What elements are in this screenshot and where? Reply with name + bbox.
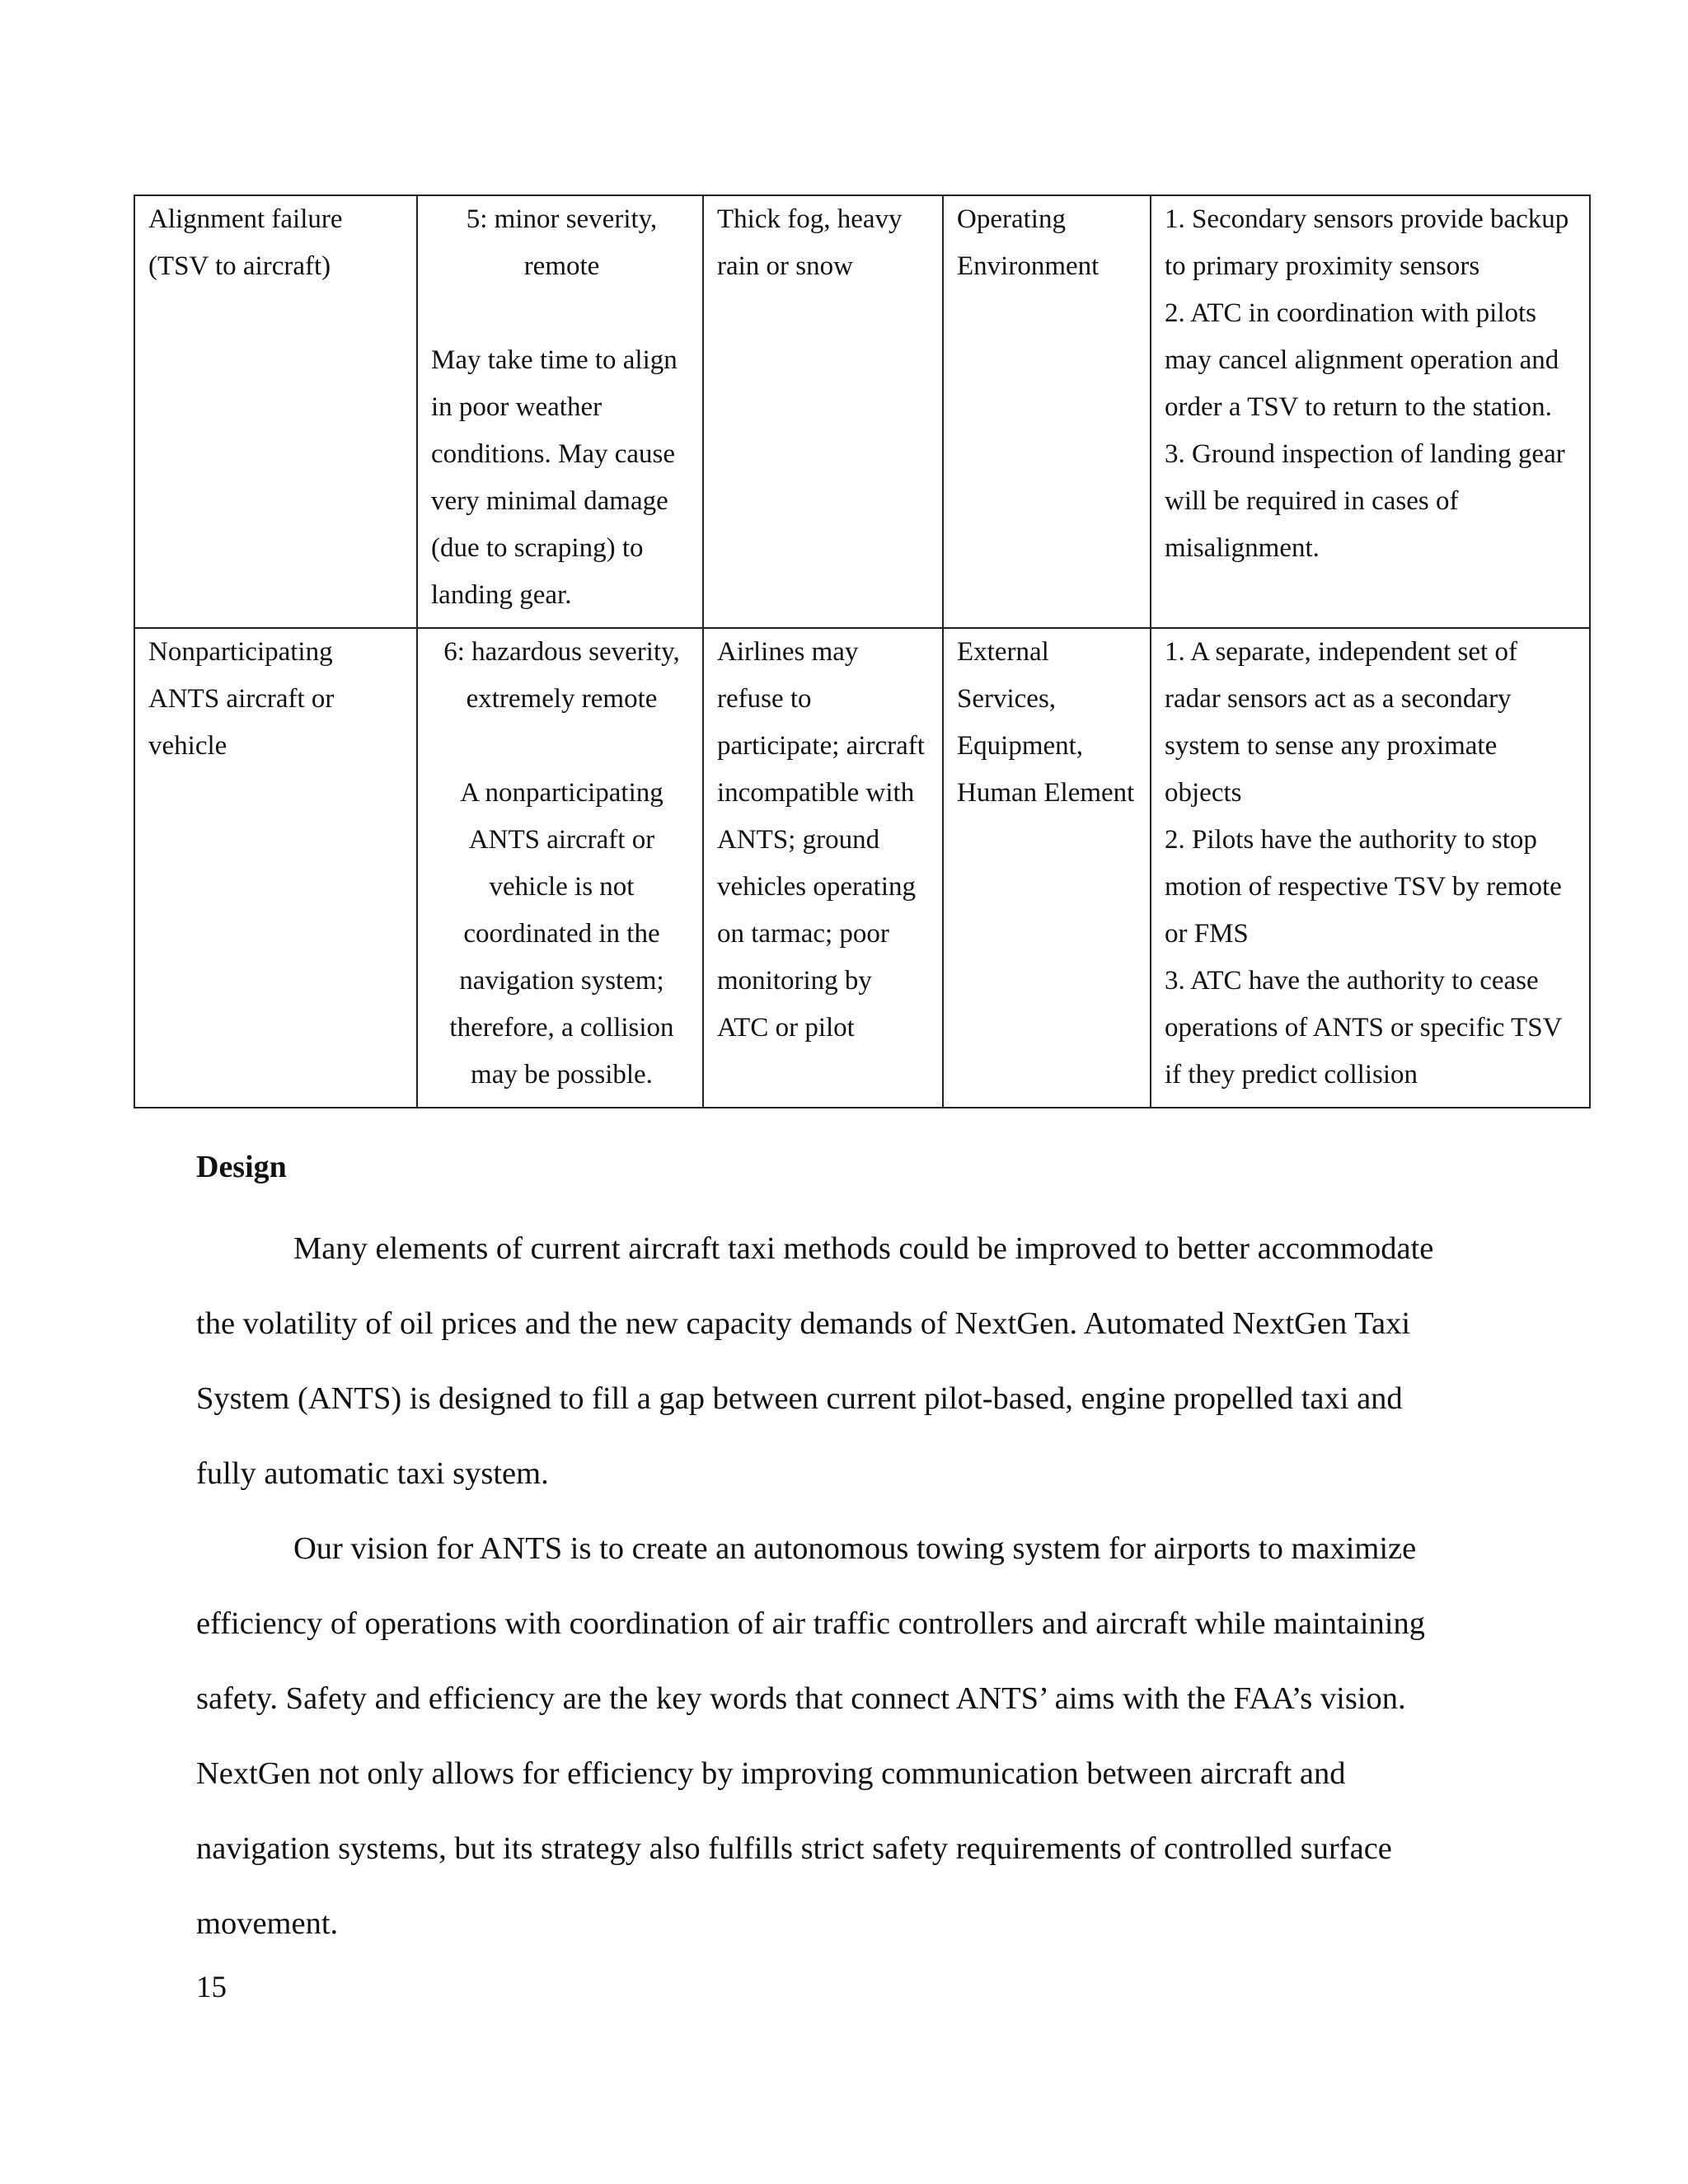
paragraph-line: Many elements of current aircraft taxi methods could be improved to better accommodate xyxy=(293,1231,1434,1266)
paragraph-line: Our vision for ANTS is to create an autonomous towing system for airports to maximize xyxy=(293,1531,1417,1566)
cell-line: therefore, a collision xyxy=(449,1013,674,1043)
cell-line: extremely remote xyxy=(466,684,658,714)
category-cell xyxy=(943,195,1151,628)
cell-line: Nonparticipating xyxy=(148,637,333,667)
body-text xyxy=(196,1220,1482,1970)
cell-line: ANTS aircraft or xyxy=(148,684,335,714)
severity-cell xyxy=(417,195,703,628)
cell-line: remote xyxy=(523,251,600,281)
page-number: 15 xyxy=(196,1971,227,2004)
cell-line: conditions. May cause xyxy=(431,439,676,469)
cell-line: vehicle is not xyxy=(489,872,635,902)
cell-line: 2. ATC in coordination with pilots xyxy=(1165,298,1536,328)
cell-line: very minimal damage xyxy=(431,486,668,516)
hazard-table xyxy=(134,194,1591,1108)
cell-line: External xyxy=(957,637,1049,667)
paragraph-line: fully automatic taxi system. xyxy=(196,1456,549,1491)
cell-line: Equipment, xyxy=(957,731,1084,761)
cell-line: Alignment failure xyxy=(148,204,343,234)
section-heading: Design xyxy=(196,1150,287,1184)
paragraph-line: System (ANTS) is designed to fill a gap between current pilot-based, engine propelled taxi and xyxy=(196,1381,1403,1416)
cell-line: objects xyxy=(1165,778,1242,808)
paragraph-line: NextGen not only allows for efficiency by improving communication between aircraft and xyxy=(196,1756,1346,1791)
cell-line: refuse to xyxy=(717,684,812,714)
cell-gap xyxy=(431,723,692,770)
cell-line: Airlines may xyxy=(717,637,859,667)
cell-line: misalignment. xyxy=(1165,533,1320,563)
cell-line: in poor weather xyxy=(431,392,603,422)
cell-line: monitoring by xyxy=(717,966,872,996)
cell-line: radar sensors act as a secondary xyxy=(1165,684,1512,714)
paragraph-line: the volatility of oil prices and the new capacity demands of NextGen. Automated NextGen Taxi xyxy=(196,1306,1411,1341)
cell-line: 3. Ground inspection of landing gear xyxy=(1165,439,1565,469)
cell-line: Environment xyxy=(957,251,1100,281)
severity-cell xyxy=(417,628,703,1108)
table-row xyxy=(134,195,1590,628)
hazard-cell xyxy=(134,628,417,1108)
cell-line: participate; aircraft xyxy=(717,731,925,761)
cell-gap xyxy=(431,290,692,337)
cell-line: 1. A separate, independent set of xyxy=(1165,637,1517,667)
cell-line: order a TSV to return to the station. xyxy=(1165,392,1552,422)
cell-line: landing gear. xyxy=(431,580,572,610)
cell-line: motion of respective TSV by remote xyxy=(1165,872,1562,902)
cell-line: navigation system; xyxy=(459,966,664,996)
cause-cell xyxy=(703,628,943,1108)
cell-line: 5: minor severity, xyxy=(466,204,658,234)
cell-line: ANTS; ground xyxy=(717,825,880,855)
paragraph-line: safety. Safety and efficiency are the key words that connect ANTS’ aims with the FAA’s vision. xyxy=(196,1681,1406,1716)
mitigation-cell xyxy=(1151,628,1590,1108)
cell-line: 6: hazardous severity, xyxy=(443,637,680,667)
cell-line: A nonparticipating xyxy=(460,778,663,808)
cell-line: will be required in cases of xyxy=(1165,486,1459,516)
cell-line: rain or snow xyxy=(717,251,853,281)
cell-line: (due to scraping) to xyxy=(431,533,644,563)
cell-line: if they predict collision xyxy=(1165,1060,1418,1090)
cell-line: Thick fog, heavy xyxy=(717,204,903,234)
cell-line: operations of ANTS or specific TSV xyxy=(1165,1013,1563,1043)
cell-line: ANTS aircraft or xyxy=(468,825,655,855)
cell-line: ATC or pilot xyxy=(717,1013,855,1043)
cell-line: May take time to align xyxy=(431,345,678,375)
cell-line: to primary proximity sensors xyxy=(1165,251,1480,281)
cell-line: coordinated in the xyxy=(463,919,660,949)
paragraph-line: navigation systems, but its strategy also fulfills strict safety requirements of controlled surface xyxy=(196,1831,1392,1866)
cell-line: 2. Pilots have the authority to stop xyxy=(1165,825,1537,855)
category-cell xyxy=(943,628,1151,1108)
cell-line: Services, xyxy=(957,684,1057,714)
hazard-cell xyxy=(134,195,417,628)
cell-line: 3. ATC have the authority to cease xyxy=(1165,966,1539,996)
cell-line: (TSV to aircraft) xyxy=(148,251,331,281)
cause-cell xyxy=(703,195,943,628)
table-row xyxy=(134,628,1590,1108)
cell-line: or FMS xyxy=(1165,919,1249,949)
cell-line: may cancel alignment operation and xyxy=(1165,345,1559,375)
cell-line: Human Element xyxy=(957,778,1135,808)
cell-line: incompatible with xyxy=(717,778,915,808)
cell-line: 1. Secondary sensors provide backup xyxy=(1165,204,1569,234)
cell-line: on tarmac; poor xyxy=(717,919,889,949)
cell-line: Operating xyxy=(957,204,1066,234)
paragraph-line: movement. xyxy=(196,1906,339,1941)
cell-line: system to sense any proximate xyxy=(1165,731,1498,761)
mitigation-cell xyxy=(1151,195,1590,628)
paragraph-line: efficiency of operations with coordination of air traffic controllers and aircraft while maintaining xyxy=(196,1606,1425,1641)
cell-line: may be possible. xyxy=(471,1060,653,1090)
cell-line: vehicle xyxy=(148,731,227,761)
cell-line: vehicles operating xyxy=(717,872,916,902)
